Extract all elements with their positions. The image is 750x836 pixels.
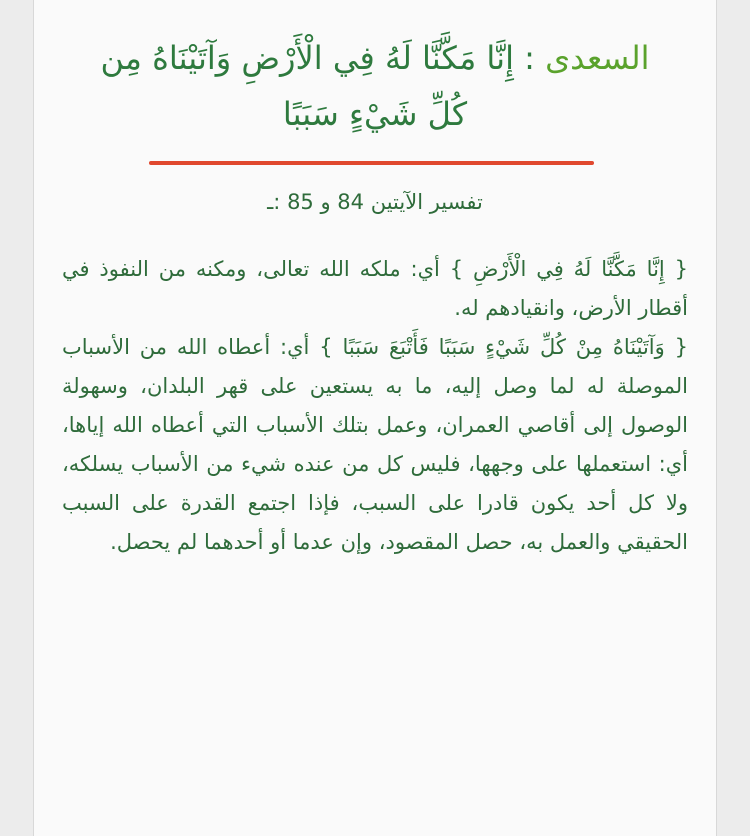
title-separator: : [513, 39, 546, 77]
title-underline [149, 161, 594, 165]
tafsir-paragraph-1: { إِنَّا مَكَّنَّا لَهُ فِي الْأَرْضِ } أي: ملكه الله تعالى، ومكنه من النفوذ في أقطار الأرض، وانقيادهم له. [62, 257, 688, 320]
page [33, 0, 717, 836]
tafsir-paragraph-2: { وَآتَيْنَاهُ مِنْ كُلِّ شَيْءٍ سَبَبًا فَأَتْبَعَ سَبَبًا } أي: أعطاه الله من الأسباب الموصلة له لما وصل إليه، ما به يستعين على قهر البلدان، وسهولة الوصول إلى أقاصي العمران، وعمل بتلك الأسباب التي أعطاه الله إياها، أي: استعملها على وجهها، فليس كل من عنده شيء من الأسباب يسلكه، ولا كل أحد يكون قادرا على السبب، فإذا اجتمع القدرة على السبب الحقيقي والعمل به، حصل المقصود، وإن عدما أو أحدهما لم يحصل. [62, 335, 688, 554]
author-name: السعدى [545, 39, 650, 77]
tafsir-body [62, 250, 688, 562]
title-verse: إِنَّا مَكَّنَّا لَهُ فِي الْأَرْضِ وَآتَيْنَاهُ مِن كُلِّ شَيْءٍ سَبَبًا [100, 39, 514, 133]
page-title [94, 30, 656, 142]
section-subtitle: تفسير الآيتين 84 و 85 :ـ [267, 190, 483, 214]
